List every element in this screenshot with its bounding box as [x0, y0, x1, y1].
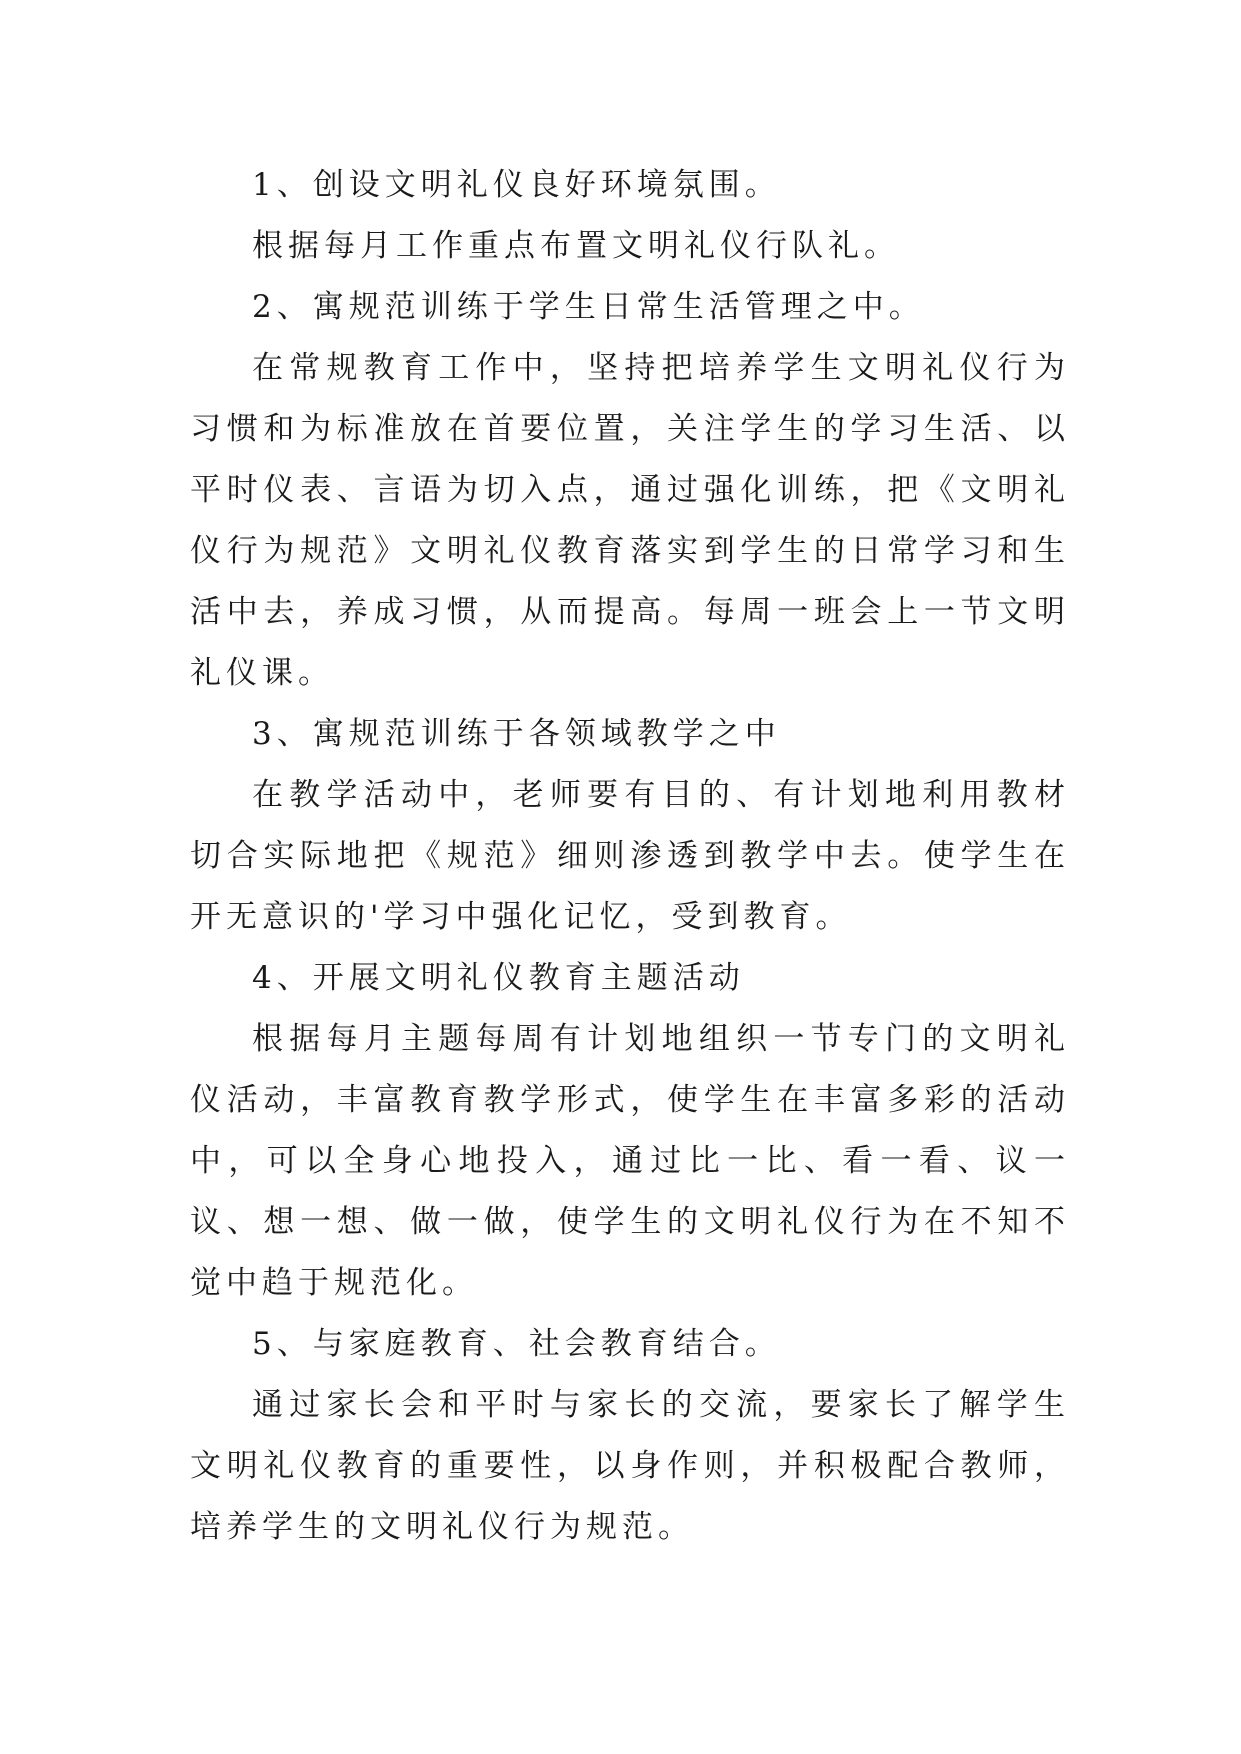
paragraph-3-body: 在教学活动中，老师要有目的、有计划地利用教材切合实际地把《规范》细则渗透到教学中去。使学生在开无意识的'学习中强化记忆，受到教育。 — [190, 777, 1070, 935]
document-body — [190, 155, 1070, 1558]
paragraph-1-body: 根据每月工作重点布置文明礼仪行队礼。 — [252, 228, 900, 264]
paragraph-3-heading: 3、寓规范训练于各领域教学之中 — [252, 716, 781, 752]
paragraph-5-body: 通过家长会和平时与家长的交流，要家长了解学生文明礼仪教育的重要性，以身作则，并积极配合教师，培养学生的文明礼仪行为规范。 — [190, 1387, 1070, 1545]
paragraph-1-heading: 1、创设文明礼仪良好环境氛围。 — [252, 167, 781, 203]
paragraph-5-heading: 5、与家庭教育、社会教育结合。 — [252, 1326, 781, 1362]
paragraph-4-body: 根据每月主题每周有计划地组织一节专门的文明礼仪活动，丰富教育教学形式，使学生在丰富多彩的活动中，可以全身心地投入，通过比一比、看一看、议一议、想一想、做一做，使学生的文明礼仪行为在不知不觉中趋于规范化。 — [190, 1021, 1070, 1301]
paragraph-2-body: 在常规教育工作中，坚持把培养学生文明礼仪行为习惯和为标准放在首要位置，关注学生的学习生活、以平时仪表、言语为切入点，通过强化训练，把《文明礼仪行为规范》文明礼仪教育落实到学生的日常学习和生活中去，养成习惯，从而提高。每周一班会上一节文明礼仪课。 — [190, 350, 1070, 691]
paragraph-2-heading: 2、寓规范训练于学生日常生活管理之中。 — [252, 289, 925, 325]
paragraph-4-heading: 4、开展文明礼仪教育主题活动 — [252, 960, 745, 996]
